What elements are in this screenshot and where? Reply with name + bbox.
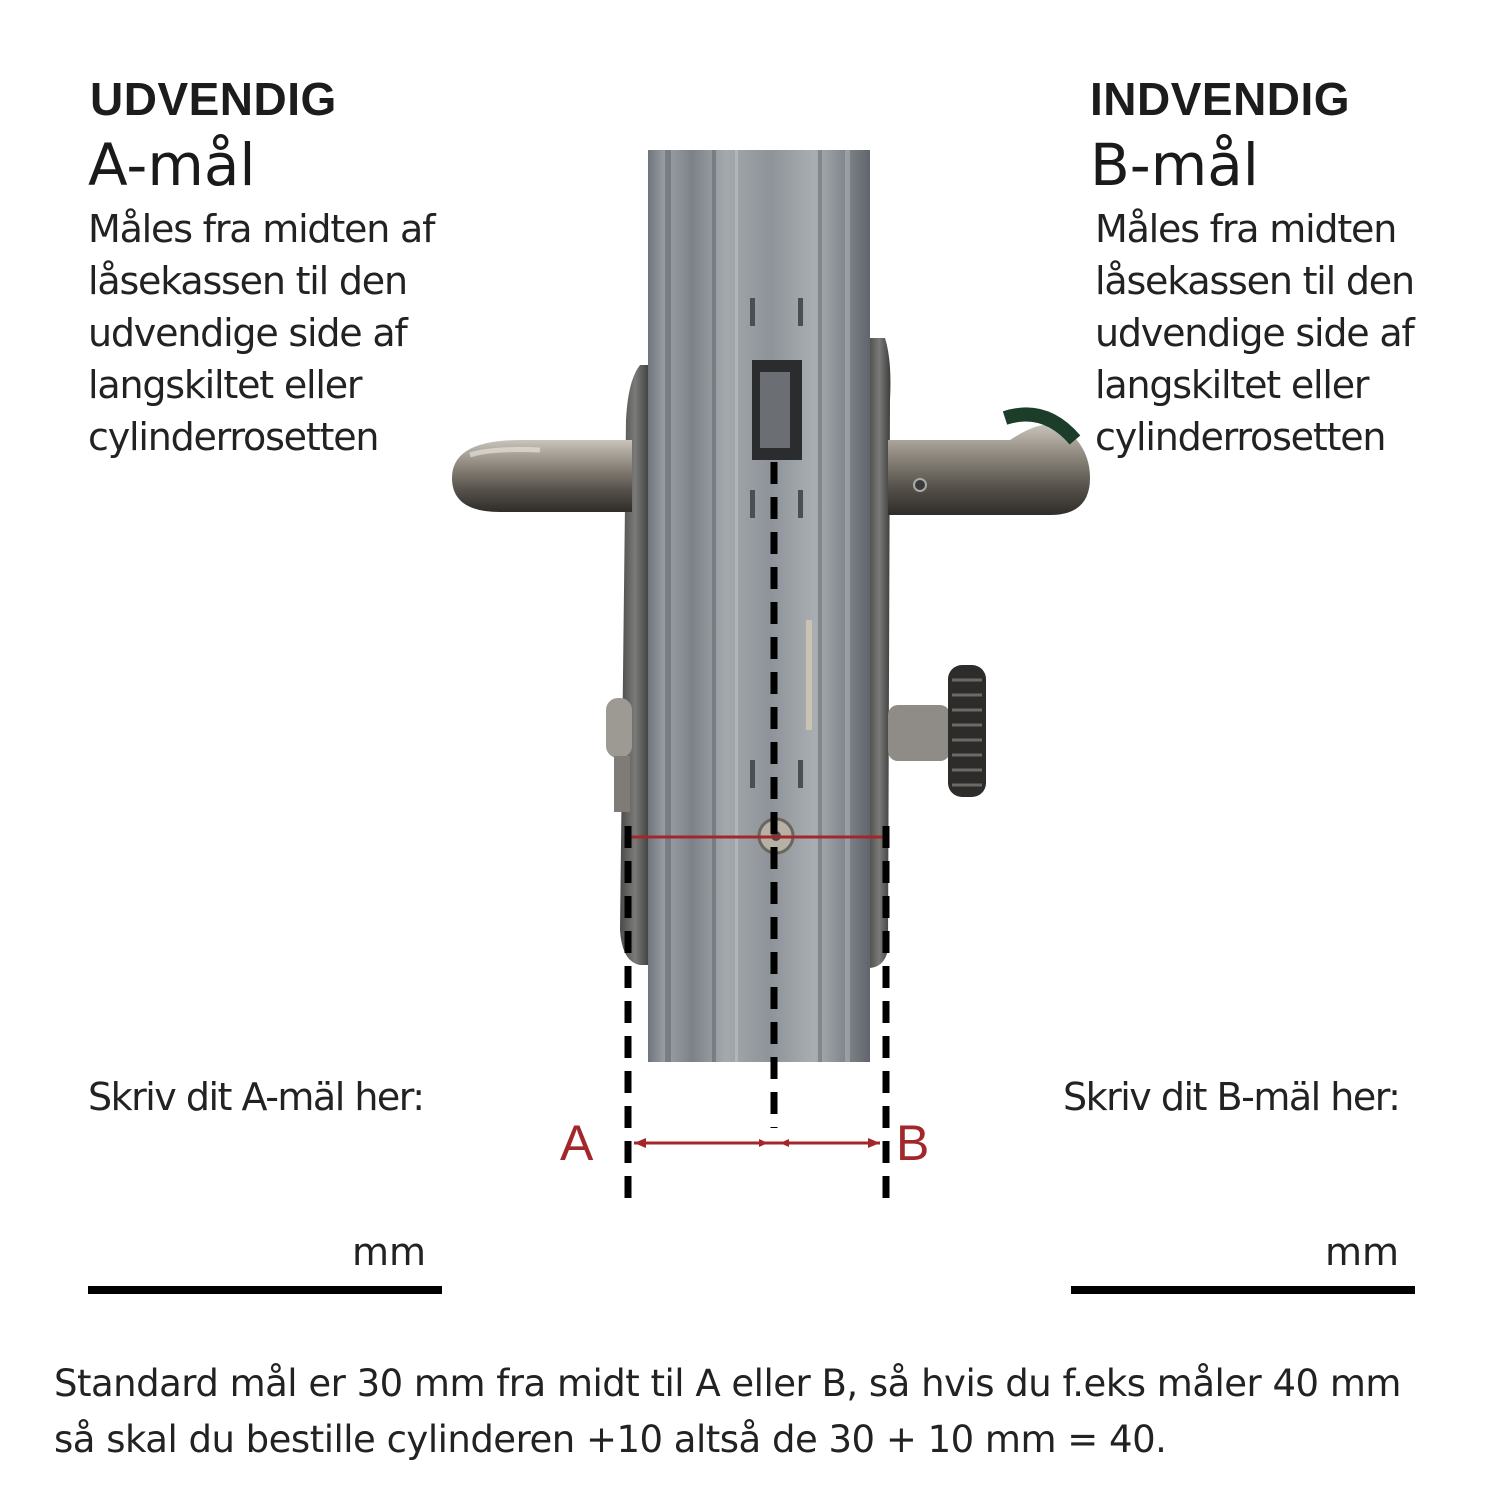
- thumb-turn-knob: [888, 665, 986, 797]
- inside-description-line: Måles fra midten: [1095, 207, 1397, 251]
- inside-heading: INDVENDIG: [1090, 73, 1351, 125]
- outside-description-line: udvendige side af: [88, 311, 407, 355]
- outside-description-line: langskiltet eller: [88, 363, 362, 407]
- inside-description-line: låsekassen til den: [1095, 259, 1414, 303]
- inside-description-line: cylinderrosetten: [1095, 415, 1386, 459]
- inside-description-line: udvendige side af: [1095, 311, 1414, 355]
- inside-lever-handle: [888, 414, 1090, 515]
- outside-description-line: Måles fra midten af: [88, 207, 435, 251]
- inside-subheading: B-mål: [1090, 131, 1259, 199]
- label-a: A: [560, 1115, 594, 1171]
- outside-prompt: Skriv dit A-mäl her:: [88, 1075, 424, 1119]
- outside-lever-handle: [452, 440, 632, 512]
- standard-note: [54, 1356, 1401, 1468]
- label-b: B: [896, 1115, 930, 1171]
- note-line: Standard mål er 30 mm fra midt til A eller B, så hvis du f.eks måler 40 mm: [54, 1362, 1401, 1405]
- inside-prompt: Skriv dit B-mäl her:: [1063, 1075, 1400, 1119]
- door-profile: [648, 150, 870, 1062]
- note-line: så skal du bestille cylinderen +10 altså de 30 + 10 mm = 40.: [54, 1418, 1167, 1461]
- outside-answer-line[interactable]: [88, 1286, 442, 1294]
- outside-subheading: A-mål: [88, 131, 256, 199]
- outside-unit: mm: [352, 1230, 427, 1274]
- outside-description-line: cylinderrosetten: [88, 415, 379, 459]
- inside-description-line: langskiltet eller: [1095, 363, 1369, 407]
- inside-unit: mm: [1325, 1230, 1400, 1274]
- dimension-line: [634, 1138, 880, 1148]
- outside-description-line: låsekassen til den: [88, 259, 407, 303]
- outside-heading: UDVENDIG: [90, 73, 337, 125]
- inside-answer-line[interactable]: [1071, 1286, 1415, 1294]
